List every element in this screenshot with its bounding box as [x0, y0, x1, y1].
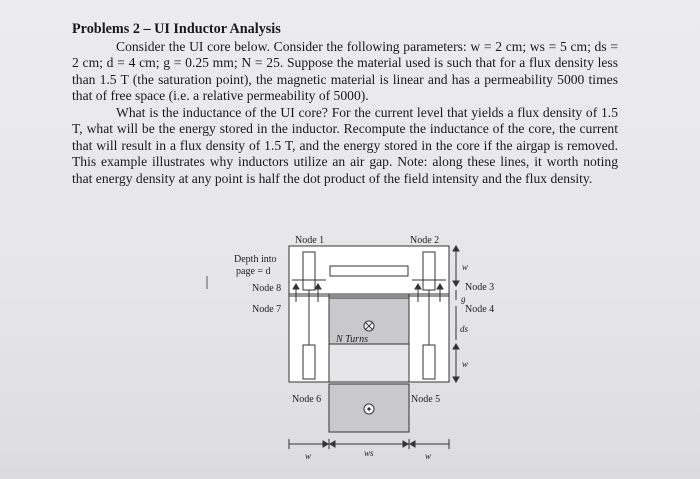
- reluctance-left-top: [303, 252, 315, 290]
- label-node7: Node 7: [252, 304, 282, 315]
- label-dim-ds: ds: [460, 324, 469, 334]
- label-node8: Node 8: [252, 283, 282, 294]
- right-dimensions: [453, 246, 459, 382]
- reluctance-right-bottom: [423, 345, 435, 379]
- label-depth-line1: Depth into: [234, 254, 277, 265]
- label-node6: Node 6: [292, 394, 322, 405]
- label-node1: Node 1: [295, 235, 325, 246]
- label-dim-w-right: w: [462, 359, 469, 369]
- current-out-dot: [367, 407, 370, 410]
- label-node3: Node 3: [465, 282, 495, 293]
- label-node2: Node 2: [410, 235, 440, 246]
- paragraph-questions: What is the inductance of the UI core? For the current level that yields a flux density of 1.5 T, what will be the energy stored in the inductor. Recompute the inductance of the core, the current that will result in a flux density of 1.5 T, and the energy stored in the core if the airgap is removed. This example illustrates why inductors utilize an air gap. Note: along these lines, it worth noting that energy density at any point is half the dot product of the field intensity and the flux density.: [72, 104, 618, 186]
- reluctance-top: [330, 266, 408, 276]
- problem-title: Problems 2 – UI Inductor Analysis: [72, 21, 281, 37]
- label-turns: N Turns: [336, 334, 368, 345]
- label-node4: Node 4: [465, 304, 495, 315]
- label-depth-line2: page = d: [236, 266, 271, 277]
- reluctance-right-top: [423, 252, 435, 290]
- paragraph-parameters: Consider the UI core below. Consider the following parameters: w = 2 cm; ws = 5 cm; ds = 2 cm; d = 4 cm; g = 0.25 mm; N = 25. Suppose the material used is such that for a flux density less than 1.5 T (the saturation point), the magnetic material is linear and has a permeability 5000 times that of free space (i.e. a relative permeability of 5000).: [72, 38, 618, 103]
- label-node5: Node 5: [411, 394, 441, 405]
- label-dim-ws-bottom: ws: [364, 448, 374, 458]
- reluctance-left-bottom: [303, 345, 315, 379]
- label-dim-w-top: w: [462, 262, 469, 272]
- label-dim-w-bottom-right: w: [425, 451, 432, 461]
- label-dim-w-bottom-left: w: [305, 451, 312, 461]
- label-dim-g: g: [461, 294, 466, 304]
